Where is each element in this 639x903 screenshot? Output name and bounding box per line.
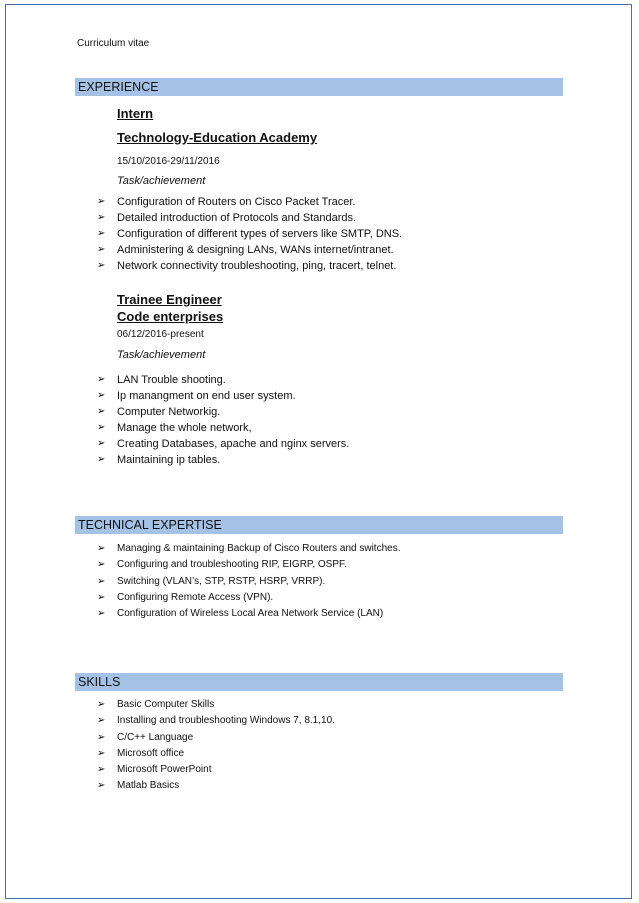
arrowhead-bullet-icon: ➢ <box>97 731 106 743</box>
section-heading-technical-expertise: TECHNICAL EXPERTISE <box>75 516 563 534</box>
job-date: 06/12/2016-present <box>117 329 204 340</box>
arrowhead-bullet-icon: ➢ <box>97 608 106 620</box>
list-item: ➢ Configuring Remote Access (VPN). <box>97 590 400 606</box>
list-item: ➢ Configuration of different types of servers like SMTP, DNS. <box>97 228 403 240</box>
arrowhead-bullet-icon: ➢ <box>97 422 106 433</box>
job-title: Intern <box>117 106 154 121</box>
list-item: ➢ Switching (VLAN’s, STP, RSTP, HSRP, VRRP). <box>97 574 400 590</box>
technical-expertise-list <box>97 541 400 622</box>
list-item: ➢ Matlab Basics <box>97 778 335 794</box>
arrowhead-bullet-icon: ➢ <box>97 244 106 255</box>
arrowhead-bullet-icon: ➢ <box>97 390 106 401</box>
arrowhead-bullet-icon: ➢ <box>97 454 106 465</box>
list-item: ➢ Microsoft office <box>97 746 335 762</box>
list-item: ➢ Manage the whole network, <box>97 422 252 434</box>
arrowhead-bullet-icon: ➢ <box>97 715 106 727</box>
section-heading-skills: SKILLS <box>75 673 563 691</box>
job-date: 15/10/2016-29/11/2016 <box>117 156 220 167</box>
arrowhead-bullet-icon: ➢ <box>97 374 106 385</box>
job-task-list <box>97 194 402 274</box>
job-company: Code enterprises <box>117 309 224 324</box>
skills-list <box>97 697 335 795</box>
job-task-list <box>97 372 349 468</box>
list-item: ➢ Network connectivity troubleshooting, ping, tracert, telnet. <box>97 260 397 272</box>
list-item: ➢ Microsoft PowerPoint <box>97 762 335 778</box>
document-header: Curriculum vitae <box>77 38 150 49</box>
section-heading-experience: EXPERIENCE <box>75 78 563 96</box>
arrowhead-bullet-icon: ➢ <box>97 764 106 776</box>
list-item: ➢ Ip manangment on end user system. <box>97 390 296 402</box>
list-item: ➢ Configuration of Routers on Cisco Packet Tracer. <box>97 196 356 208</box>
list-item: ➢ Computer Networkig. <box>97 406 221 418</box>
arrowhead-bullet-icon: ➢ <box>97 260 106 271</box>
arrowhead-bullet-icon: ➢ <box>97 747 106 759</box>
arrowhead-bullet-icon: ➢ <box>97 699 106 710</box>
job-company: Technology-Education Academy <box>117 130 318 145</box>
arrowhead-bullet-icon: ➢ <box>97 780 106 792</box>
list-item: ➢ Maintaining ip tables. <box>97 454 221 466</box>
arrowhead-bullet-icon: ➢ <box>97 543 106 554</box>
arrowhead-bullet-icon: ➢ <box>97 591 106 603</box>
list-item: ➢ Creating Databases, apache and nginx servers. <box>97 438 350 450</box>
list-item: ➢ LAN Trouble shooting. <box>97 374 226 386</box>
list-item: ➢ Installing and troubleshooting Windows 7, 8.1,10. <box>97 713 335 729</box>
arrowhead-bullet-icon: ➢ <box>97 228 106 239</box>
job-title: Trainee Engineer <box>117 292 222 307</box>
arrowhead-bullet-icon: ➢ <box>97 559 106 571</box>
list-item: ➢ Managing & maintaining Backup of Cisco Routers and switches. <box>97 541 400 557</box>
list-item: ➢ Administering & designing LANs, WANs internet/intranet. <box>97 244 394 256</box>
list-item: ➢ Configuring and troubleshooting RIP, EIGRP, OSPF. <box>97 557 400 573</box>
task-label: Task/achievement <box>117 175 206 187</box>
arrowhead-bullet-icon: ➢ <box>97 406 106 417</box>
task-label: Task/achievement <box>117 349 206 361</box>
arrowhead-bullet-icon: ➢ <box>97 212 106 223</box>
list-item: ➢ Detailed introduction of Protocols and Standards. <box>97 212 357 224</box>
list-item: ➢ Configuration of Wireless Local Area Network Service (LAN) <box>97 606 400 622</box>
list-item: ➢ C/C++ Language <box>97 730 335 746</box>
list-item: ➢ Basic Computer Skills <box>97 697 335 713</box>
arrowhead-bullet-icon: ➢ <box>97 196 106 207</box>
arrowhead-bullet-icon: ➢ <box>97 438 106 449</box>
arrowhead-bullet-icon: ➢ <box>97 575 106 587</box>
